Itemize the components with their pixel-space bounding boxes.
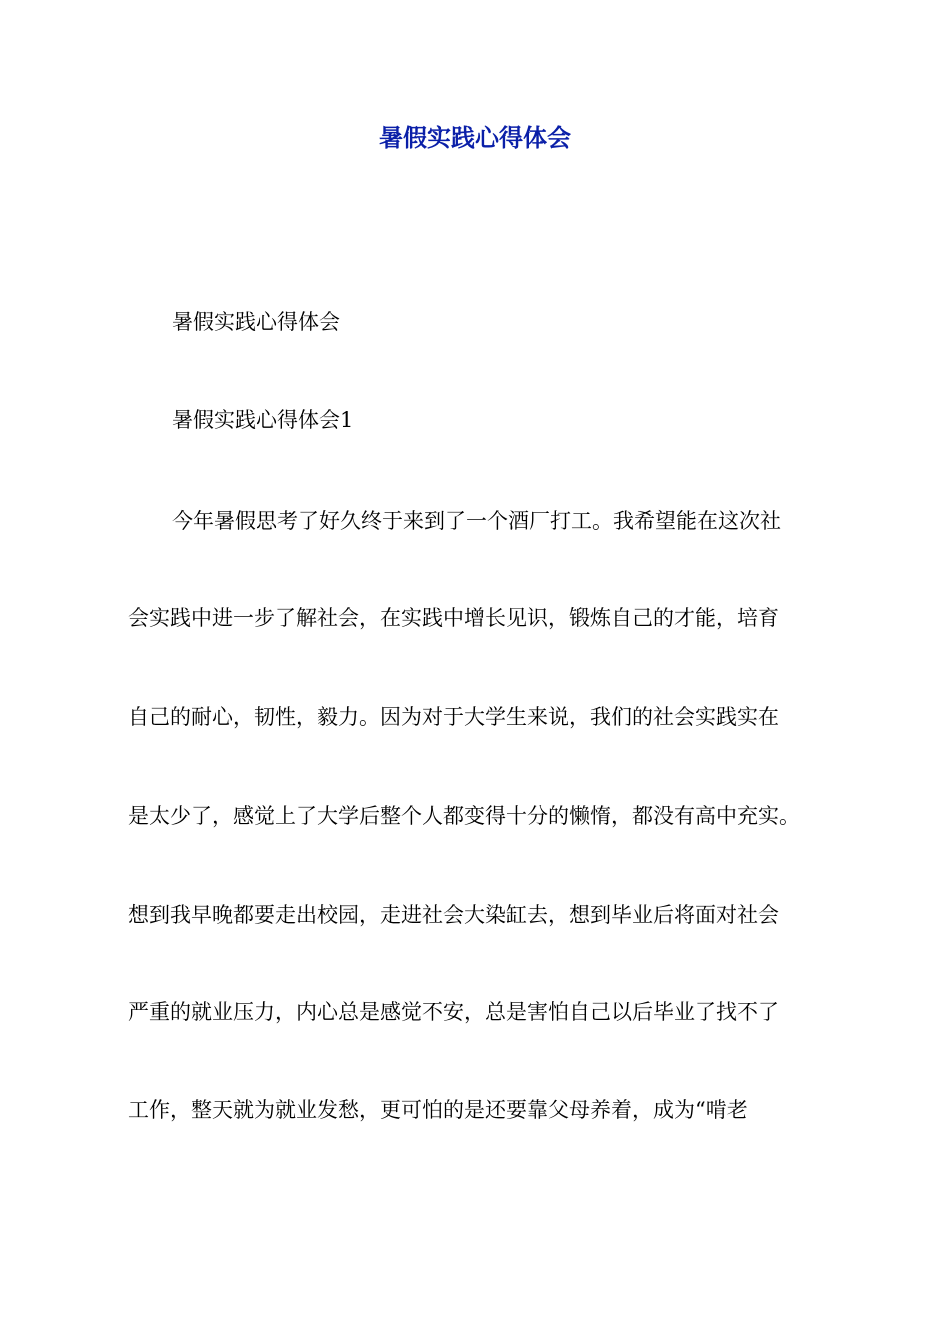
body-line: 是太少了，感觉上了大学后整个人都变得十分的懒惰，都没有高中充实。: [128, 804, 800, 828]
body-line: 今年暑假思考了好久终于来到了一个酒厂打工。我希望能在这次社: [172, 509, 781, 533]
body-line: 想到我早晚都要走出校园，走进社会大染缸去，想到毕业后将面对社会: [128, 903, 779, 927]
page-title: 暑假实践心得体会: [379, 124, 571, 152]
document-heading: 暑假实践心得体会: [172, 310, 340, 334]
body-line: 会实践中进一步了解社会，在实践中增长见识，锻炼自己的才能，培育: [128, 606, 779, 630]
body-line: 工作，整天就为就业发愁，更可怕的是还要靠父母养着，成为“啃老: [128, 1098, 748, 1122]
document-subheading: 暑假实践心得体会1: [172, 408, 354, 432]
body-line: 严重的就业压力，内心总是感觉不安，总是害怕自己以后毕业了找不了: [128, 1000, 779, 1024]
body-line: 自己的耐心，韧性，毅力。因为对于大学生来说，我们的社会实践实在: [128, 705, 779, 729]
